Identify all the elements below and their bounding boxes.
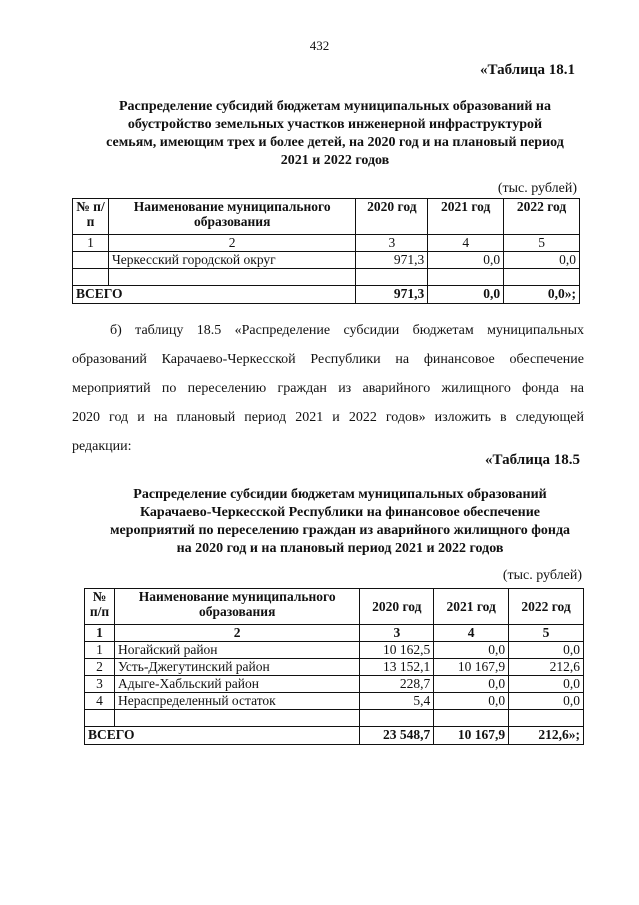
title-line: мероприятий по переселению граждан из аварийного жилищного фонда — [109, 523, 571, 538]
row-2022: 0,0 — [504, 252, 580, 269]
index-cell: 4 — [428, 235, 504, 252]
index-cell: 3 — [356, 235, 428, 252]
row-2021: 0,0 — [428, 252, 504, 269]
header-2020: 2020 год — [360, 589, 434, 625]
total-label: ВСЕГО — [85, 727, 360, 745]
total-2022: 0,0»; — [504, 286, 580, 304]
row-2021: 0,0 — [434, 676, 509, 693]
row-2021: 10 167,9 — [434, 659, 509, 676]
total-row — [85, 727, 584, 745]
table-row — [85, 676, 584, 693]
index-cell: 1 — [73, 235, 109, 252]
row-num: 2 — [85, 659, 115, 676]
table-18-1-reference: «Таблица 18.1 — [480, 62, 575, 78]
table-18-1 — [72, 198, 580, 304]
header-row — [85, 589, 584, 625]
row-2020: 10 162,5 — [360, 642, 434, 659]
header-2021: 2021 год — [428, 199, 504, 235]
row-2022: 0,0 — [509, 676, 584, 693]
header-num: № п/п — [85, 589, 115, 625]
table-row — [85, 642, 584, 659]
total-2022: 212,6»; — [509, 727, 584, 745]
page-number: 432 — [309, 38, 330, 53]
table-row — [73, 252, 580, 269]
total-label: ВСЕГО — [73, 286, 356, 304]
blank-row — [73, 269, 580, 286]
blank-row — [85, 710, 584, 727]
title-line: 2021 и 2022 годов — [280, 153, 390, 168]
blank-cell — [73, 269, 109, 286]
index-cell: 1 — [85, 625, 115, 642]
row-2022: 0,0 — [509, 693, 584, 710]
index-row — [85, 625, 584, 642]
blank-cell — [428, 269, 504, 286]
row-name: Усть-Джегутинский район — [114, 659, 359, 676]
blank-cell — [108, 269, 355, 286]
blank-cell — [360, 710, 434, 727]
title-line: семьям, имеющим трех и более детей, на 2020 год и на плановый период — [106, 135, 564, 150]
paragraph-line: образований Карачаево-Черкесской Республики на финансовое обеспечение — [72, 352, 584, 367]
total-2020: 971,3 — [356, 286, 428, 304]
row-name: Нераспределенный остаток — [114, 693, 359, 710]
header-2022: 2022 год — [504, 199, 580, 235]
table-18-5-reference: «Таблица 18.5 — [485, 452, 580, 468]
row-2020: 971,3 — [356, 252, 428, 269]
total-2021: 10 167,9 — [434, 727, 509, 745]
index-cell: 5 — [509, 625, 584, 642]
paragraph-line: 2020 год и на плановый период 2021 и 2022 годов» изложить в следующей — [72, 410, 584, 425]
index-cell: 2 — [108, 235, 355, 252]
row-2022: 0,0 — [509, 642, 584, 659]
table-18-5-title — [70, 486, 610, 558]
blank-cell — [434, 710, 509, 727]
table-18-1-unit: (тыс. рублей) — [497, 181, 577, 196]
index-cell: 3 — [360, 625, 434, 642]
header-2022: 2022 год — [509, 589, 584, 625]
header-num: № п/п — [73, 199, 109, 235]
total-2020: 23 548,7 — [360, 727, 434, 745]
index-cell: 5 — [504, 235, 580, 252]
title-line: обустройство земельных участков инженерной инфраструктурой — [127, 117, 543, 132]
title-line: Карачаево-Черкесской Республики на финансовое обеспечение — [139, 505, 541, 520]
row-2021: 0,0 — [434, 693, 509, 710]
blank-cell — [114, 710, 359, 727]
row-2020: 13 152,1 — [360, 659, 434, 676]
header-row — [73, 199, 580, 235]
row-2020: 228,7 — [360, 676, 434, 693]
amendment-paragraph — [72, 316, 584, 461]
index-row — [73, 235, 580, 252]
blank-cell — [509, 710, 584, 727]
row-2021: 0,0 — [434, 642, 509, 659]
row-num: 3 — [85, 676, 115, 693]
paragraph-line: мероприятий по переселению граждан из аварийного жилищного фонда на — [72, 381, 584, 396]
title-line: Распределение субсидий бюджетам муниципальных образований на — [119, 99, 551, 114]
row-num: 1 — [85, 642, 115, 659]
table-18-1-title — [70, 98, 600, 170]
row-num: 4 — [85, 693, 115, 710]
row-2020: 5,4 — [360, 693, 434, 710]
row-name: Черкесский городской округ — [108, 252, 355, 269]
row-name: Адыге-Хабльский район — [114, 676, 359, 693]
blank-cell — [85, 710, 115, 727]
header-name: Наименование муниципального образования — [114, 589, 359, 625]
header-2020: 2020 год — [356, 199, 428, 235]
total-2021: 0,0 — [428, 286, 504, 304]
blank-cell — [504, 269, 580, 286]
row-2022: 212,6 — [509, 659, 584, 676]
table-18-5-unit: (тыс. рублей) — [502, 568, 582, 583]
index-cell: 4 — [434, 625, 509, 642]
table-row — [85, 693, 584, 710]
paragraph-line: б) таблицу 18.5 «Распределение субсидии бюджетам муниципальных — [110, 323, 584, 338]
blank-cell — [356, 269, 428, 286]
title-line: Распределение субсидии бюджетам муниципальных образований — [133, 487, 547, 502]
row-name: Ногайский район — [114, 642, 359, 659]
paragraph-line: редакции: — [72, 439, 132, 454]
table-18-5 — [84, 588, 584, 745]
total-row — [73, 286, 580, 304]
row-num — [73, 252, 109, 269]
table-row — [85, 659, 584, 676]
header-name: Наименование муниципального образования — [108, 199, 355, 235]
index-cell: 2 — [114, 625, 359, 642]
header-2021: 2021 год — [434, 589, 509, 625]
title-line: на 2020 год и на плановый период 2021 и 2022 годов — [176, 541, 504, 556]
